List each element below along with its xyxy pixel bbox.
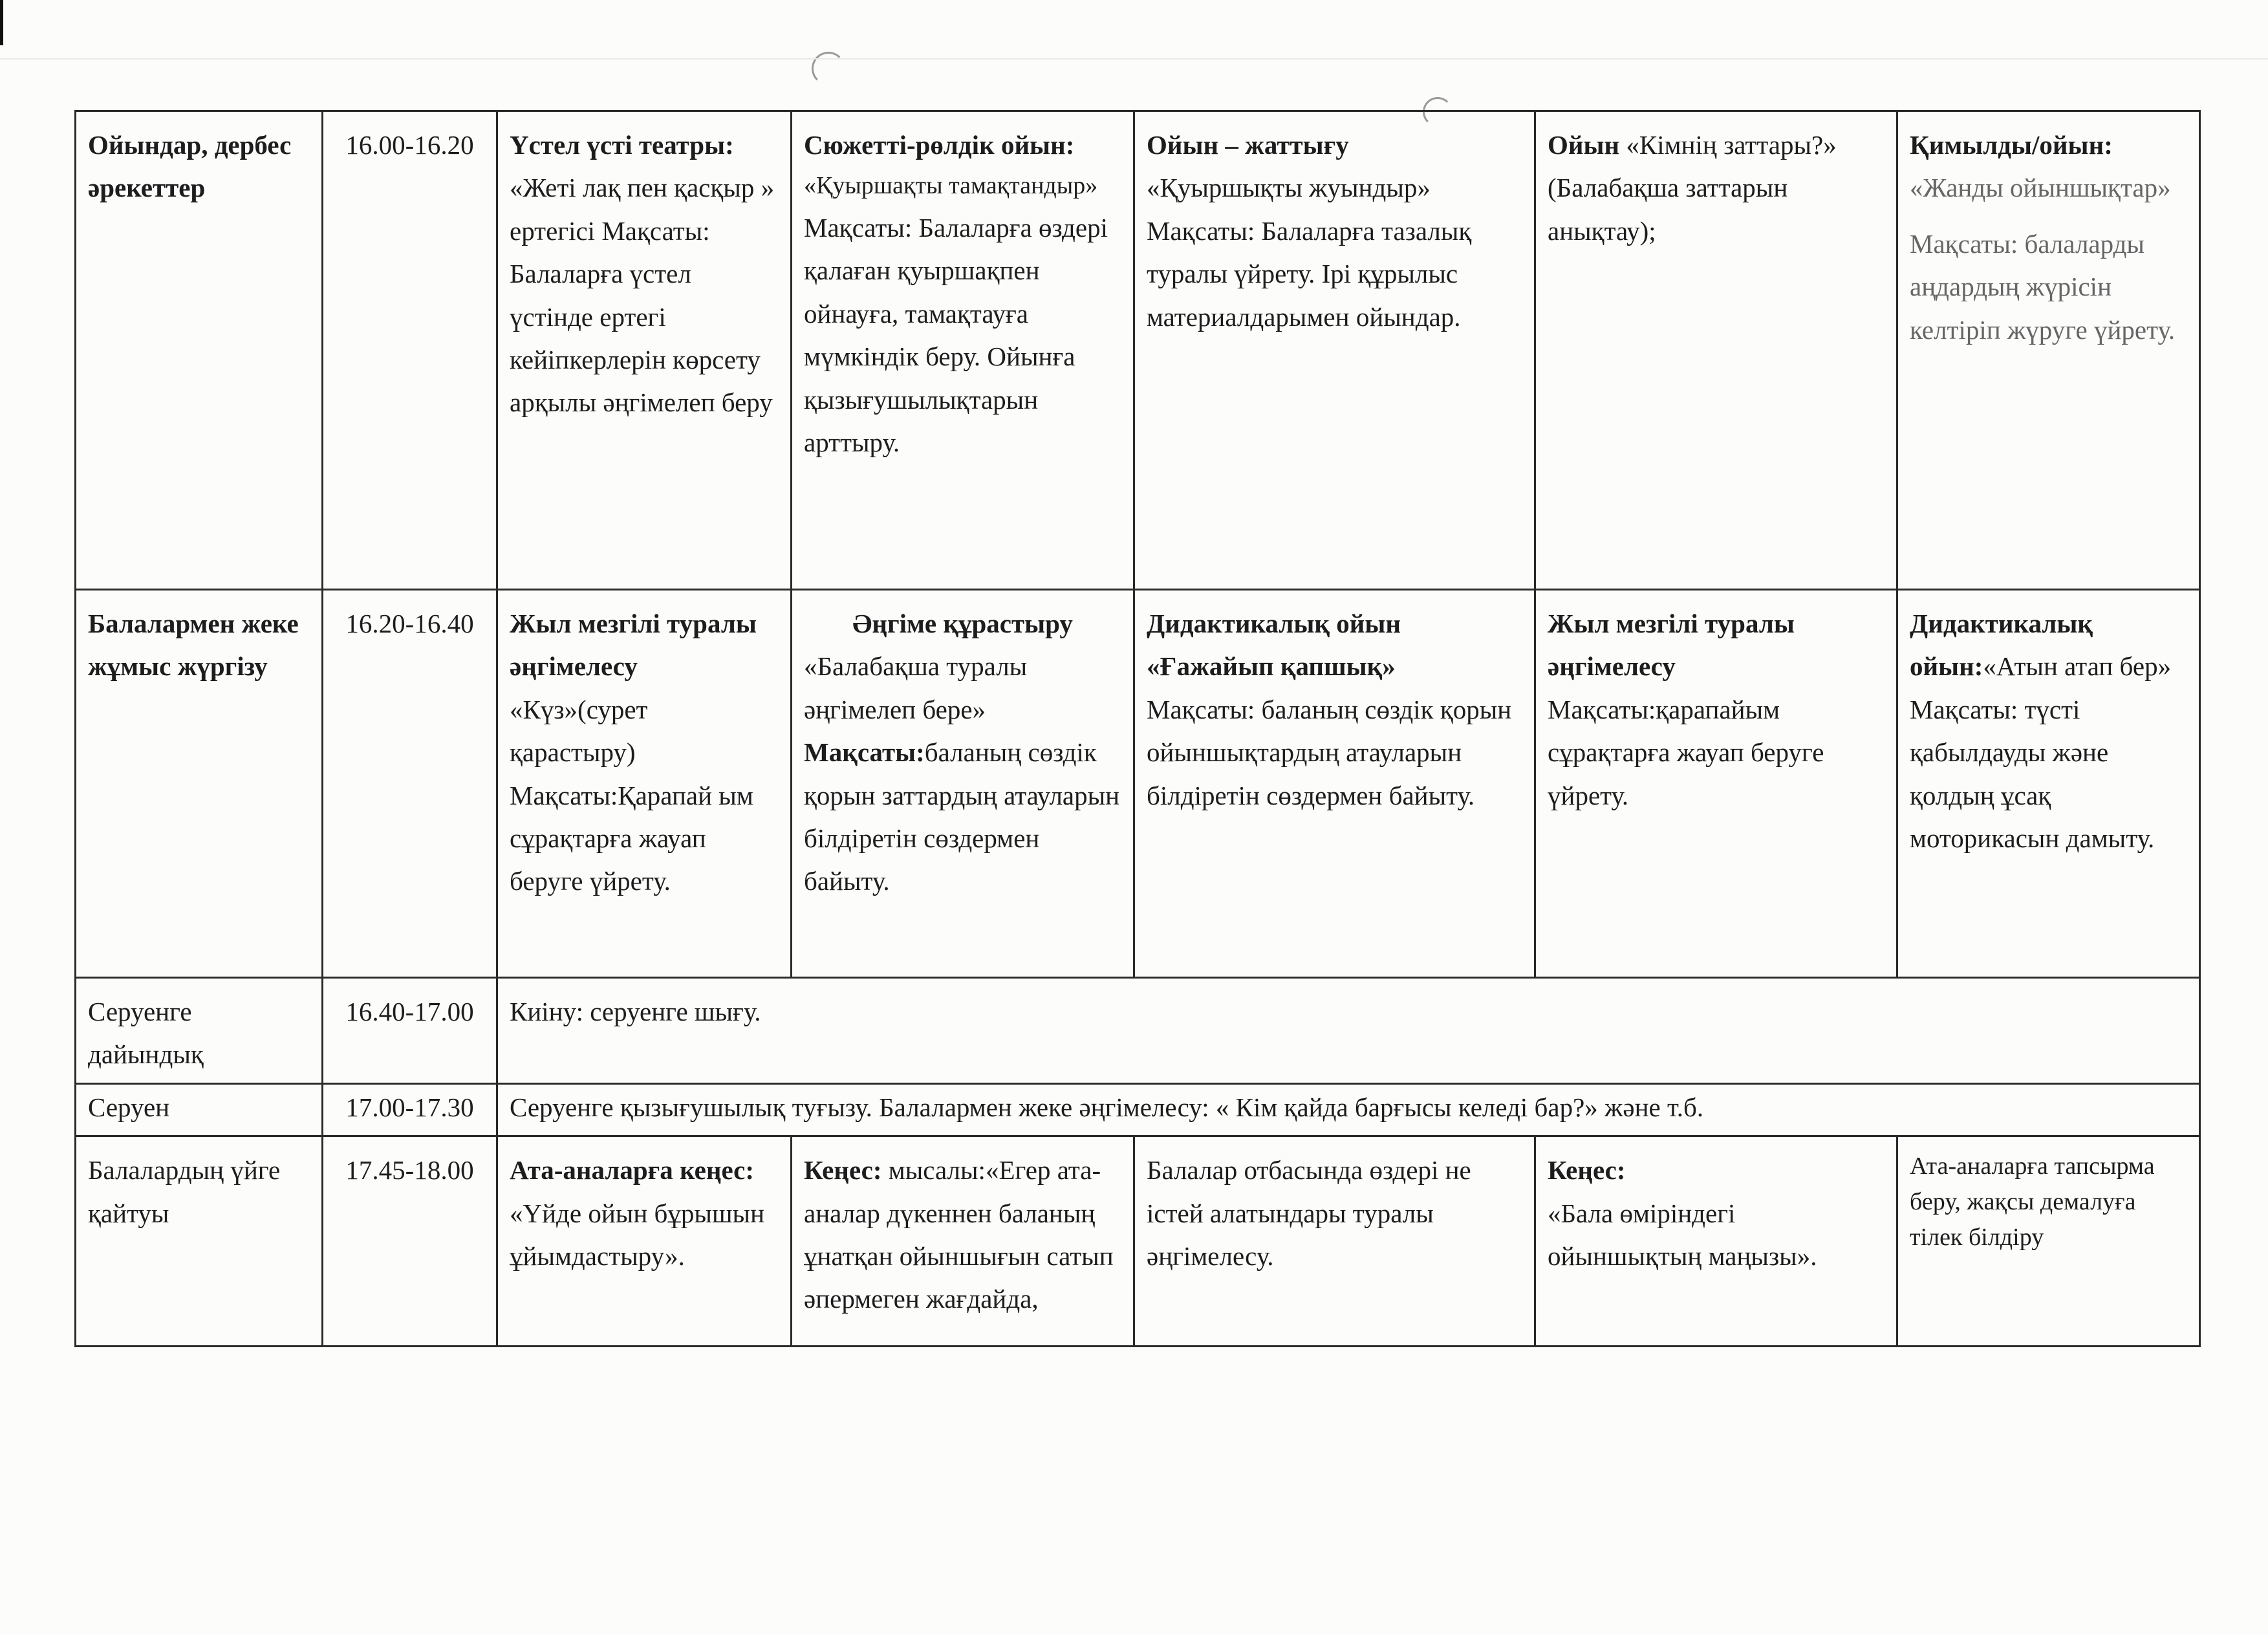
row-label: Серуен: [76, 1083, 323, 1136]
activity-cell: [1134, 111, 1535, 590]
activity-cell: [1134, 590, 1535, 978]
scan-edge-mark: [0, 0, 3, 45]
activity-title: Қимылды/ойын:: [1910, 130, 2113, 160]
activity-text: мысалы:«Егер ата-аналар дүкеннен баланың ұнатқан ойыншығын сатып әпермеген жағдайда,: [804, 1155, 1114, 1314]
activity-title: Үстел үсті театры:: [510, 130, 734, 160]
activity-title: Жыл мезгілі туралы әңгімелесу: [1548, 609, 1795, 682]
activity-title: Сюжетті-рөлдік ойын:: [804, 130, 1075, 160]
activity-text: «Жанды ойыншықтар»: [1910, 173, 2171, 203]
activity-cell: [792, 1136, 1134, 1347]
activity-cell: [1134, 1136, 1535, 1347]
activity-cell: [1535, 111, 1897, 590]
table-row: [76, 1083, 2200, 1136]
time-slot: 16.20-16.40: [323, 590, 497, 978]
activity-cell: [792, 590, 1134, 978]
span-cell: Серуенге қызығушылық туғызу. Балалармен жеке әңгімелесу: « Кім қайда барғысы келеді бар?» және т.б.: [497, 1083, 2200, 1136]
activity-text: «Жеті лақ пен қасқыр » ертегісі Мақсаты: Балаларға үстел үстінде ертегі кейіпкерлерін көрсету арқылы әңгімелеп беру: [510, 173, 775, 418]
activity-title: Ойын – жаттығу: [1147, 130, 1349, 160]
activity-cell: [1535, 1136, 1897, 1347]
activity-text: «Қуыршақты тамақтандыр»: [804, 172, 1098, 200]
time-slot: 17.45-18.00: [323, 1136, 497, 1347]
row-label: Балалардың үйге қайтуы: [76, 1136, 323, 1347]
activity-goal: баланың сөздік қорын заттардың атауларын білдіретін сөздермен байыту.: [804, 737, 1120, 896]
schedule-table: [74, 110, 2201, 1347]
activity-text: «Күз»(сурет қарастыру) Мақсаты:Қарапай ым сұрақтарға жауап беруге үйрету.: [510, 694, 753, 896]
activity-cell: [1897, 111, 2200, 590]
time-slot: 16.40-17.00: [323, 978, 497, 1084]
activity-text: Мақсаты: баланың сөздік қорын ойыншықтардың атауларын білдіретін сөздермен байыту.: [1147, 694, 1512, 810]
row-label: Серуенге дайындық: [76, 978, 323, 1084]
activity-cell: [497, 590, 792, 978]
activity-text: Ата-аналарға тапсырма беру, жақсы демалуға тілек білдіру: [1910, 1153, 2155, 1251]
table-row: [76, 590, 2200, 978]
activity-title: Кеңес:: [1548, 1155, 1626, 1186]
activity-goal-label: Мақсаты:: [804, 737, 925, 768]
activity-title: Ойын: [1548, 130, 1620, 160]
scan-artifact: [0, 58, 2268, 60]
table-row: [76, 1136, 2200, 1347]
activity-cell: [497, 1136, 792, 1347]
activity-goal: Мақсаты: балаларды аңдардың жүрісін келтіріп жүруге үйрету.: [1910, 228, 2176, 345]
time-slot: 17.00-17.30: [323, 1083, 497, 1136]
activity-title: Кеңес:: [804, 1155, 882, 1186]
activity-title: Дидактикалық ойын «Ғажайып қапшық»: [1147, 609, 1401, 682]
activity-cell: [1897, 1136, 2200, 1347]
activity-cell: [1535, 590, 1897, 978]
row-label: Балалармен жеке жұмыс жүргізу: [76, 590, 323, 978]
activity-text: «Балабақша туралы әңгімелеп бере»: [804, 651, 1028, 724]
activity-text: «Атын атап бер» Мақсаты: түсті қабылдауды және қолдың ұсақ моторикасын дамыту.: [1910, 651, 2172, 854]
table-row: [76, 111, 2200, 590]
activity-cell: [497, 111, 792, 590]
activity-text: «Үйде ойын бұрышын ұйымдастыру».: [510, 1198, 765, 1272]
activity-text: Мақсаты:қарапайым сұрақтарға жауап беруге үйрету.: [1548, 694, 1824, 810]
activity-title: Дидактикалық ойын:: [1910, 609, 2093, 682]
row-label: Ойындар, дербес әрекеттер: [76, 111, 323, 590]
activity-text: «Бала өміріндегі ойыншықтың маңызы».: [1548, 1198, 1817, 1272]
activity-title: Әңгіме құрастыру: [852, 609, 1073, 638]
activity-title: Ата-аналарға кеңес:: [510, 1155, 754, 1186]
activity-cell: [792, 111, 1134, 590]
punch-hole-mark: [812, 52, 845, 85]
activity-cell: [1897, 590, 2200, 978]
activity-goal: Мақсаты: Балаларға өздері қалаған қуыршақпен ойнауға, тамақтауға мүмкіндік беру. Ойынға қызығушылықтарын арттыру.: [804, 212, 1108, 457]
table-row: [76, 978, 2200, 1084]
activity-title: Жыл мезгілі туралы әңгімелесу: [510, 609, 757, 682]
activity-text: Балалар отбасында өздері не істей алатындары туралы әңгімелесу.: [1147, 1155, 1471, 1272]
activity-text: «Қуыршықты жуындыр» Мақсаты: Балаларға тазалық туралы үйрету. Ірі құрылыс материалдарымен ойындар.: [1147, 173, 1472, 332]
activity-text: «Кімнің заттары?» (Балабақша заттарын анықтау);: [1548, 130, 1837, 246]
span-cell: Киіну: серуенге шығу.: [497, 978, 2200, 1084]
time-slot: 16.00-16.20: [323, 111, 497, 590]
